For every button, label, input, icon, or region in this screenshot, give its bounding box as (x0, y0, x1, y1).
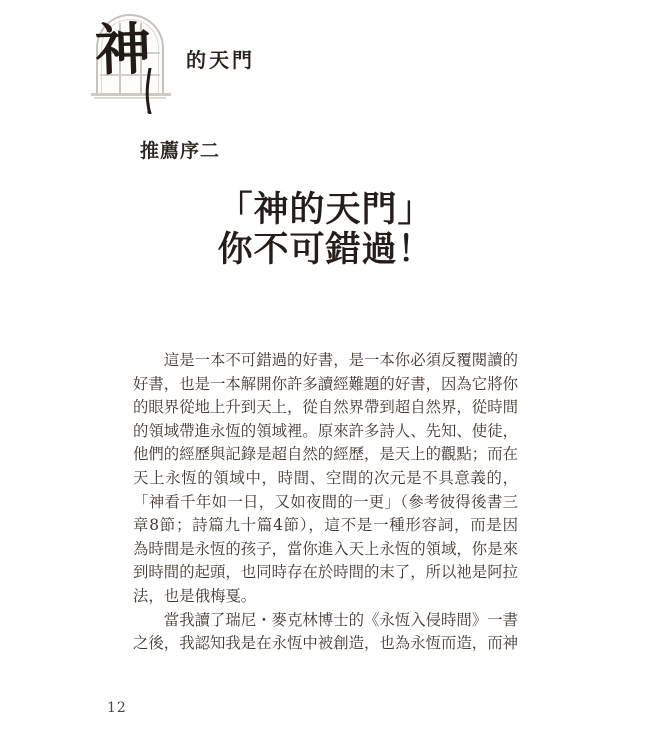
body-line: 的眼界從地上升到天上，從自然界帶到超自然界，從時間 (133, 398, 518, 417)
page-title-line2: 你不可錯過！ (217, 230, 434, 270)
body-text (133, 349, 518, 656)
page-title-line1: 「神的天門」 (217, 190, 434, 230)
brush-stroke-icon (140, 68, 160, 114)
logo-wordmark: 的天門 (186, 48, 255, 72)
body-line: 「神看千年如一日，又如夜間的一更」（參考彼得後書三 (133, 492, 518, 511)
body-line: 法，也是俄梅戛。 (133, 586, 257, 605)
body-line: 章8節；詩篇九十篇4節），這不是一種形容詞，而是因 (133, 516, 518, 535)
body-line: 到時間的起頭，也同時存在於時間的末了，所以祂是阿拉 (133, 563, 518, 582)
body-line: 為時間是永恆的孩子，當你進入天上永恆的領域，你是來 (133, 539, 518, 558)
body-line: 他們的經歷與記錄是超自然的經歷，是天上的觀點；而在 (133, 445, 518, 464)
body-line: 當我讀了瑞尼・麥克林博士的《永恆入侵時間》一書 (163, 610, 518, 629)
page-number: 12 (107, 700, 127, 716)
body-line: 天上永恆的領域中，時間、空間的次元是不具意義的， (133, 468, 518, 487)
body-line: 之後，我認知我是在永恆中被創造，也為永恆而造，而神 (133, 634, 518, 653)
body-line: 好書，也是一本解開你許多讀經難題的好書，因為它將你 (133, 374, 518, 393)
body-line: 這是一本不可錯過的好書，是一本你必須反覆閱讀的 (163, 351, 518, 369)
logo-calligraphy-shen: 神 (93, 16, 153, 84)
body-line: 的領域帶進永恆的領域裡。原來許多詩人、先知、使徒， (133, 421, 518, 440)
section-label: 推薦序二 (140, 140, 221, 162)
book-logo (0, 0, 300, 120)
page-title (133, 190, 518, 270)
